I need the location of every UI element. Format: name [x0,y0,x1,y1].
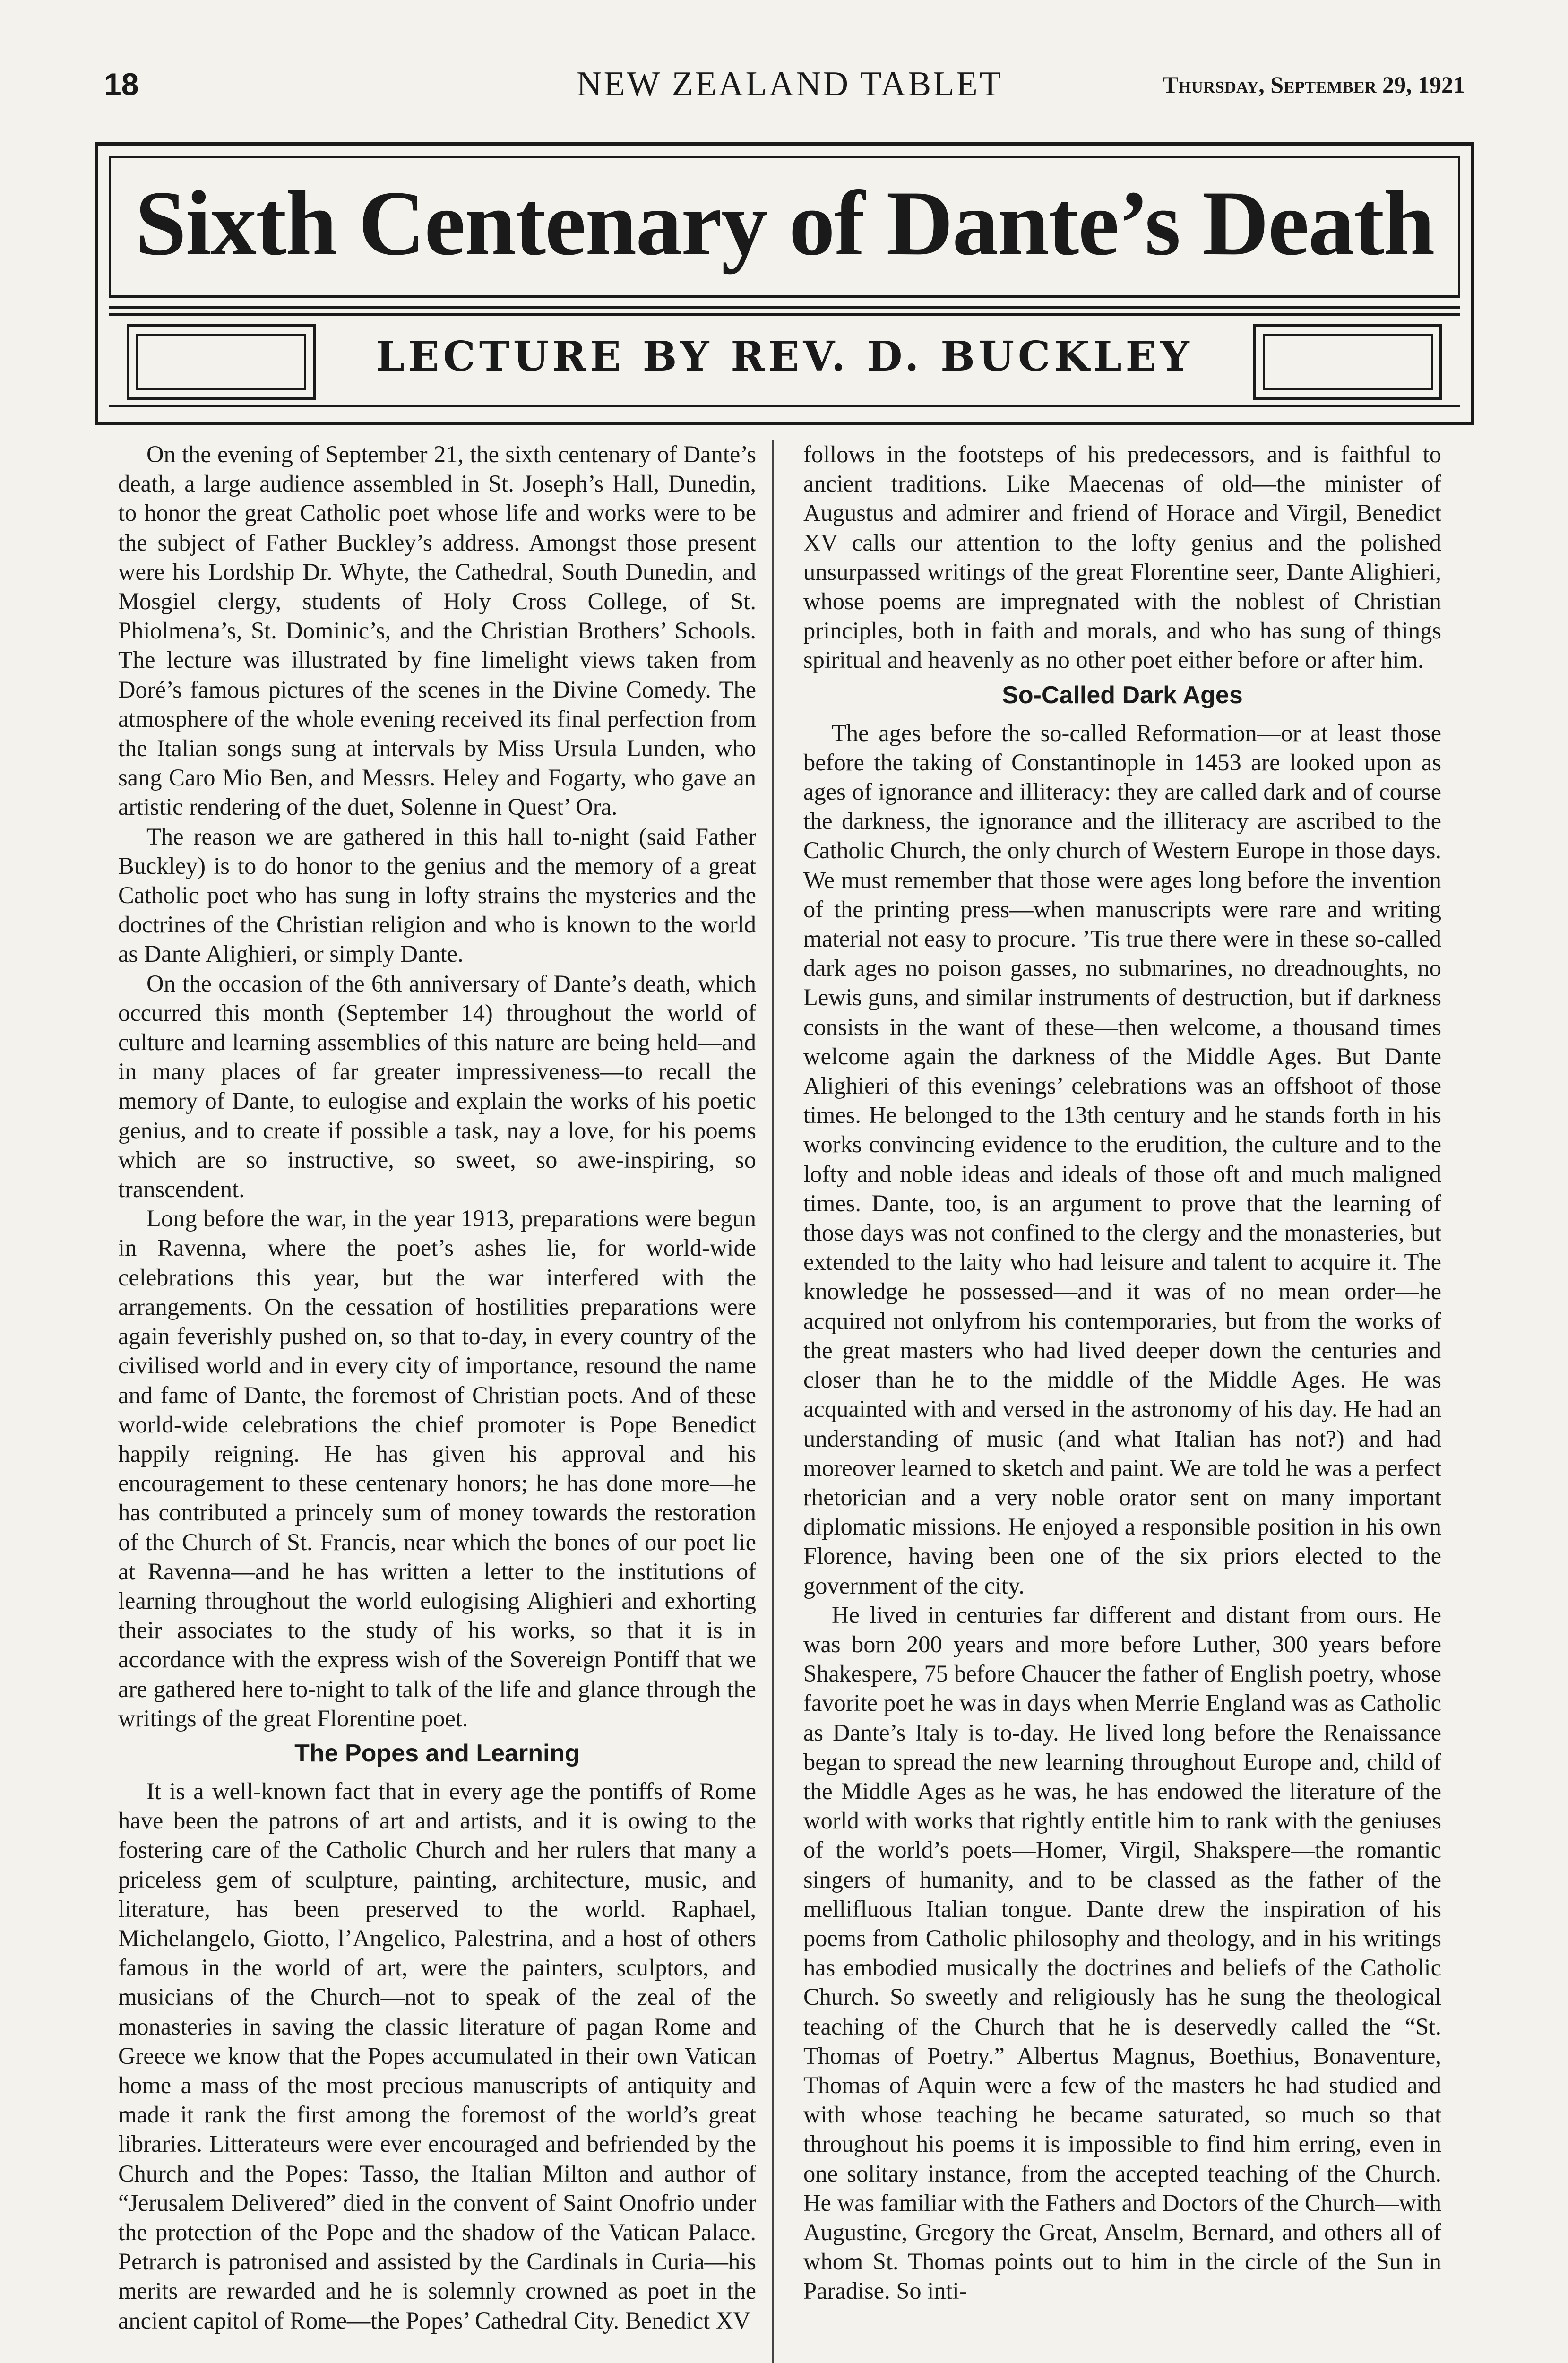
article-headline: Sixth Centenary of Dante’s Death [135,172,1434,275]
headline-rule-top [109,306,1460,309]
article-paragraph: On the evening of September 21, the sixth centenary of Dante’s death, a large audience assembled in St. Joseph’s Hall, Dunedin, to honor the great Catholic poet whose life and works were to be the subject of Father Buckley’s address. Amongst those present were his Lordship Dr. Whyte, the Cathedral, South Dunedin, and Mosgiel clergy, students of Holy Cross College, of St. Phiolmena’s, St. Dominic’s, and the Christian Brothers’ Schools. The lecture was illustrated by fine limelight views taken from Doré’s famous pictures of the scenes in the Divine Comedy. The atmosphere of the whole evening received its final perfection from the Italian songs sung at intervals by Miss Ursula Lunden, who sang Caro Mio Ben, and Messrs. Heley and Fogarty, who gave an artistic rendering of the duet, Solenne in Quest’ Ora. [118,441,756,820]
article-paragraph: follows in the footsteps of his predecessors, and is faithful to ancient traditions. Like Maecenas of old—the minister of Augustus and admirer and friend of Horace and Virgil, Benedict XV calls our attention to the lofty genius and the polished unsurpassed writings of the great Florentine seer, Dante Alighieri, whose poems are impregnated with the noblest of Christian principles, both in faith and morals, and who has sung of things spiritual and heavenly as no other poet either before or after him. [803,441,1441,673]
ornament-box-left [127,324,316,400]
headline-frame [95,142,1474,425]
masthead [104,61,1465,113]
issue-date: Thursday, September 29, 1921 [1163,71,1465,98]
article-paragraph: The reason we are gathered in this hall to-night (said Father Buckley) is to do honor to the genius and the memory of a great Catholic poet who has sung in lofty strains the mysteries and the doctrines of the Christian religion and who is known to the world as Dante Alighieri, or simply Dante. [118,823,756,967]
paper-name: NEW ZEALAND TABLET [577,65,1003,103]
article-subheadline: LECTURE BY REV. D. BUCKLEY [376,333,1193,380]
article-paragraph: He lived in centuries far different and distant from ours. He was born 200 years and more before Luther, 300 years before Shakespere, 75 before Chaucer the father of English poetry, whose favorite poet he was in days when Merrie England was as Catholic as Dante’s Italy is to-day. He lived long before the Renaissance began to spread the new learning throughout Europe and, child of the Middle Ages as he was, he has endowed the literature of the world with works that rightly entitle him to rank with the geniuses of the world’s poets—Homer, Virgil, Shakspere—the romantic singers of humanity, and to be classed as the father of the mellifluous Italian tongue. Dante drew the inspiration of his poems from Catholic philosophy and theology, and in his writings has embodied musically the doctrines and beliefs of the Catholic Church. So sweetly and religiously has he sung the theological teaching of the Church that he is deservedly called the “St. Thomas of Poetry.” Albertus Magnus, Boethius, Bonaventure, Thomas of Aquin were a few of the masters he had studied and with whose teaching he became saturated, so much so that throughout his poems it is impossible to find him erring, even in one solitary instance, from the accepted teaching of the Church. He was familiar with the Fathers and Doctors of the Church—with Augustine, Gregory the Great, Anselm, Bernard, and others all of whom St. Thomas points out to him in the circle of the Sun in Paradise. So inti- [803,1601,1441,2304]
article-paragraph: It is a well-known fact that in every age the pontiffs of Rome have been the patrons of art and artists, and it is owing to the fostering care of the Catholic Church and her rulers that many a priceless gem of sculpture, painting, architecture, music, and literature, has been preserved to the world. Raphael, Michelangelo, Giotto, l’Angelico, Palestrina, and a host of others famous in the world of art, were the painters, sculptors, and musicians of the Church—not to speak of the zeal of the monasteries in saving the classic literature of pagan Rome and Greece we know that the Popes accumulated in their own Vatican home a mass of the most precious manuscripts of antiquity and made it rank the first among the foremost of the world’s great libraries. Litterateurs were ever encouraged and befriended by the Church and the Popes: Tasso, the Italian Milton and author of “Jerusalem Delivered” died in the convent of Saint Onofrio under the protection of the Pope and the shadow of the Vatican Palace. Petrarch is patronised and assisted by the Cardinals in Curia—his merits are rewarded and he is solemnly crowned as poet in the ancient capitol of Rome—the Popes’ Cathedral City. Benedict XV [118,1777,756,2334]
column-divider [772,440,774,2363]
article-paragraph: Long before the war, in the year 1913, preparations were begun in Ravenna, where the poet’s ashes lie, for world-wide celebrations this year, but the war interfered with the arrangements. On the cessation of hostilities preparations were again feverishly pushed on, so that to-day, in every country of the civilised world and in every city of importance, resound the name and fame of Dante, the foremost of Christian poets. And of these world-wide celebrations the chief promoter is Pope Benedict happily reigning. He has given his approval and his encouragement to these centenary honors; he has done more—he has contributed a princely sum of money towards the restoration of the Church of St. Francis, near which the bones of our poet lie at Ravenna—and he has written a letter to the institutions of learning throughout the world eulogising Alighieri and exhorting their associates to the study of his works, so that it is in accordance with the express wish of the Sovereign Pontiff that we are gathered here to-night to talk of the life and glance through the writings of the great Florentine poet. [118,1205,756,1732]
page-number: 18 [104,67,139,102]
section-heading: The Popes and Learning [294,1739,580,1767]
article-paragraph: On the occasion of the 6th anniversary of Dante’s death, which occurred this month (September 14) throughout the world of culture and learning assemblies of this nature are being held—and in many places of far greater impressiveness—to recall the memory of Dante, to eulogise and explain the works of his poetic genius, and to create if possible a task, nay a love, for his poems which are so instructive, so sweet, so awe-inspiring, so transcendent. [118,970,756,1203]
ornament-box-right [1253,324,1442,400]
headline-rule-top-2 [109,313,1460,316]
headline-rule-bottom [109,405,1460,407]
article-paragraph: The ages before the so-called Reformation—or at least those before the taking of Constantinople in 1453 are looked upon as ages of ignorance and illiteracy: they are called dark and of course the darkness, the ignorance and the illiteracy are ascribed to the Catholic Church, the only church of Western Europe in those days. We must remember that those were ages long before the invention of the printing press—when manuscripts were rare and writing material not easy to procure. ’Tis true there were in these so-called dark ages no poison gasses, no submarines, no dreadnoughts, no Lewis guns, and similar instruments of destruction, but if darkness consists in the want of these—then welcome, a thousand times welcome again the darkness of the Middle Ages. But Dante Alighieri of this evenings’ celebrations was an offshoot of those times. He belonged to the 13th century and he stands forth in his works convincing evidence to the erudition, the culture and to the lofty and noble ideas and ideals of those oft and much maligned times. Dante, too, is an argument to prove that the learning of those days was not confined to the clergy and the monasteries, but extended to the laity who had leisure and talent to acquire it. The knowledge he possessed—and it was of no mean order—he acquired not onlyfrom his contemporaries, but from the works of the great masters who had lived deeper down the centuries and closer than he to the middle of the Middle Ages. He was acquainted with and versed in the astronomy of his day. He had an understanding of music (and what Italian has not?) and had moreover learned to sketch and paint. We are told he was a perfect rhetorician and a very noble orator sent on many important diplomatic missions. He enjoyed a responsible position in his own Florence, having been one of the six priors elected to the government of the city. [803,719,1441,1599]
article-column-right [803,440,1441,2363]
article-column-left [118,440,756,2363]
headline-inner-frame [109,156,1460,298]
section-heading: So-Called Dark Ages [1002,681,1243,709]
